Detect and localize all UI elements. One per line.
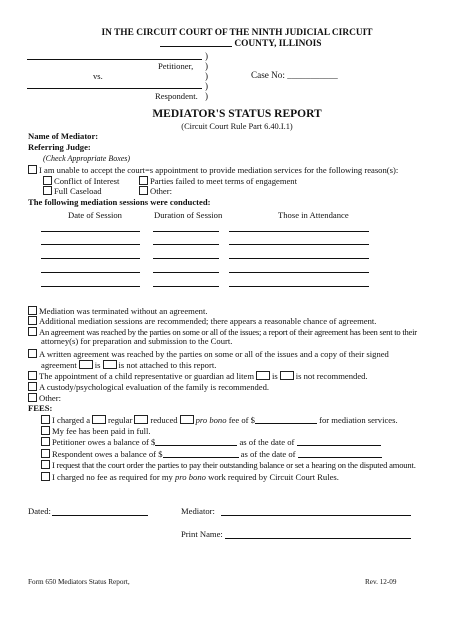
parties-failed-label: Parties failed to meet terms of engagement xyxy=(150,176,297,186)
print-name-label: Print Name: xyxy=(181,529,223,539)
county-label: COUNTY, ILLINOIS xyxy=(234,39,322,49)
agreement-text: An agreement was reached by the parties on some or all of the issues; a report of their agreement has been sent to their xyxy=(39,327,417,337)
written-is-not-label: is not attached to this report. xyxy=(118,360,217,370)
revision-date: Rev. 12-09 xyxy=(365,578,397,586)
form-number: Form 650 Mediators Status Report, xyxy=(28,578,130,586)
respondent-label: Respondent. xyxy=(155,91,198,101)
custody-text: A custody/psychological evaluation of the family is recommended. xyxy=(39,382,270,392)
written-agreement-checkbox[interactable] xyxy=(28,349,37,358)
respondent-balance-label: Respondent owes a balance of $ xyxy=(52,449,163,459)
unable-other-label: Other: xyxy=(150,186,172,196)
charged-checkbox[interactable] xyxy=(41,415,50,424)
written-is-label: is xyxy=(94,360,101,370)
print-name-field[interactable] xyxy=(225,538,411,539)
session-attendance-line[interactable] xyxy=(229,244,369,245)
respondent-balance-field[interactable] xyxy=(163,449,239,458)
caption-paren: ) xyxy=(205,51,208,61)
col-attendance-header: Those in Attendance xyxy=(278,210,349,220)
caption-paren: ) xyxy=(205,71,208,81)
unable-text: I am unable to accept the court=s appointment to provide mediation services for the following reason(s): xyxy=(39,165,399,175)
additional-sessions-checkbox[interactable] xyxy=(28,316,37,325)
outcome-other-checkbox[interactable] xyxy=(28,393,37,402)
mediator-name-label: Name of Mediator: xyxy=(28,131,99,141)
petitioner-label: Petitioner, xyxy=(158,61,194,71)
appointment-is-label: is xyxy=(272,371,278,381)
case-number-field[interactable]: Case No: ___________ xyxy=(251,70,338,80)
terminated-checkbox[interactable] xyxy=(28,306,37,315)
caption-paren: ) xyxy=(205,91,208,101)
col-date-header: Date of Session xyxy=(68,210,122,220)
no-fee-text-end: work required by Circuit Court Rules. xyxy=(208,472,339,482)
rule-citation: (Circuit Court Rule Part 6.40.I.1) xyxy=(181,122,293,131)
appointment-is-box[interactable] xyxy=(256,371,270,380)
session-attendance-line[interactable] xyxy=(229,231,369,232)
terminated-text: Mediation was terminated without an agreement. xyxy=(39,306,208,316)
appointment-is-not-label: is not recommended. xyxy=(295,371,368,381)
court-heading: IN THE CIRCUIT COURT OF THE NINTH JUDICIAL CIRCUIT xyxy=(101,28,373,38)
fees-heading: FEES: xyxy=(28,403,53,413)
respondent-line[interactable] xyxy=(27,88,202,89)
respondent-date-field[interactable] xyxy=(298,449,382,458)
regular-box[interactable] xyxy=(92,415,106,424)
no-fee-checkbox[interactable] xyxy=(41,472,50,481)
respondent-balance-checkbox[interactable] xyxy=(41,449,50,458)
session-date-line[interactable] xyxy=(41,258,140,259)
agreement-text-continued: attorney(s) for preparation and submission to the Court. xyxy=(41,336,233,346)
additional-sessions-text: Additional mediation sessions are recommended; there appears a reasonable chance of agreement. xyxy=(39,316,377,326)
caption-paren: ) xyxy=(205,81,208,91)
petitioner-balance-checkbox[interactable] xyxy=(41,437,50,446)
vs-label: vs. xyxy=(93,71,103,81)
request-order-checkbox[interactable] xyxy=(41,460,50,469)
petitioner-date-field[interactable] xyxy=(297,437,381,446)
custody-checkbox[interactable] xyxy=(28,382,37,391)
request-order-text: I request that the court order the parties to pay their outstanding balance or set a hearing on the disputed amount. xyxy=(52,460,416,470)
check-boxes-note: (Check Appropriate Boxes) xyxy=(43,154,131,163)
session-date-line[interactable] xyxy=(41,272,140,273)
session-duration-line[interactable] xyxy=(153,231,219,232)
written-agreement-word: agreement xyxy=(41,360,77,370)
session-duration-line[interactable] xyxy=(153,286,219,287)
caption-paren: ) xyxy=(205,61,208,71)
report-title: MEDIATOR'S STATUS REPORT xyxy=(152,108,322,120)
col-duration-header: Duration of Session xyxy=(154,210,223,220)
session-date-line[interactable] xyxy=(41,286,140,287)
dated-field[interactable] xyxy=(52,515,148,516)
appointment-text: The appointment of a child representative or guardian ad litem xyxy=(39,371,255,381)
dated-label: Dated: xyxy=(28,506,51,516)
reduced-box[interactable] xyxy=(134,415,148,424)
written-agreement-text: A written agreement was reached by the parties on some or all of the issues and a copy of their signed xyxy=(39,349,389,359)
as-of-label: as of the date of xyxy=(240,449,296,459)
sessions-heading: The following mediation sessions were conducted: xyxy=(28,197,211,207)
petitioner-line[interactable] xyxy=(27,59,202,60)
session-date-line[interactable] xyxy=(41,244,140,245)
written-is-box[interactable] xyxy=(79,360,93,369)
conflict-label: Conflict of Interest xyxy=(54,176,120,186)
appointment-is-not-box[interactable] xyxy=(280,371,294,380)
mediator-label: Mediator: xyxy=(181,506,215,516)
charged-label: I charged a xyxy=(52,415,91,425)
session-duration-line[interactable] xyxy=(153,272,219,273)
session-duration-line[interactable] xyxy=(153,244,219,245)
outcome-other-label: Other: xyxy=(39,393,61,403)
parties-failed-checkbox[interactable] xyxy=(139,176,148,185)
reduced-label: reduced xyxy=(150,415,178,425)
unable-checkbox[interactable] xyxy=(28,165,37,174)
fee-paid-checkbox[interactable] xyxy=(41,426,50,435)
no-fee-text: I charged no fee as required for my xyxy=(52,472,173,482)
fee-of-label: fee of $ xyxy=(228,415,255,425)
mediator-signature-field[interactable] xyxy=(221,515,411,516)
session-date-line[interactable] xyxy=(41,231,140,232)
session-duration-line[interactable] xyxy=(153,258,219,259)
appointment-checkbox[interactable] xyxy=(28,371,37,380)
regular-label: regular xyxy=(108,415,133,425)
fee-amount-field[interactable] xyxy=(255,415,317,424)
pro-bono-box[interactable] xyxy=(180,415,194,424)
session-attendance-line[interactable] xyxy=(229,272,369,273)
caseload-checkbox[interactable] xyxy=(43,186,52,195)
conflict-checkbox[interactable] xyxy=(43,176,52,185)
pro-bono-label: pro bono xyxy=(195,415,227,425)
for-mediation-label: for mediation services. xyxy=(319,415,398,425)
as-of-label: as of the date of xyxy=(239,437,295,447)
petitioner-balance-label: Petitioner owes a balance of $ xyxy=(52,437,156,447)
county-heading xyxy=(160,38,322,50)
caseload-label: Full Caseload xyxy=(54,186,102,196)
no-fee-pro-bono: pro bono xyxy=(174,472,206,482)
agreement-checkbox[interactable] xyxy=(28,327,37,336)
written-is-not-box[interactable] xyxy=(103,360,117,369)
petitioner-balance-field[interactable] xyxy=(155,437,237,446)
session-attendance-line[interactable] xyxy=(229,258,369,259)
unable-other-checkbox[interactable] xyxy=(139,186,148,195)
fee-paid-label: My fee has been paid in full. xyxy=(52,426,151,436)
session-attendance-line[interactable] xyxy=(229,286,369,287)
referring-judge-label: Referring Judge: xyxy=(28,142,91,152)
county-blank[interactable] xyxy=(160,38,232,47)
